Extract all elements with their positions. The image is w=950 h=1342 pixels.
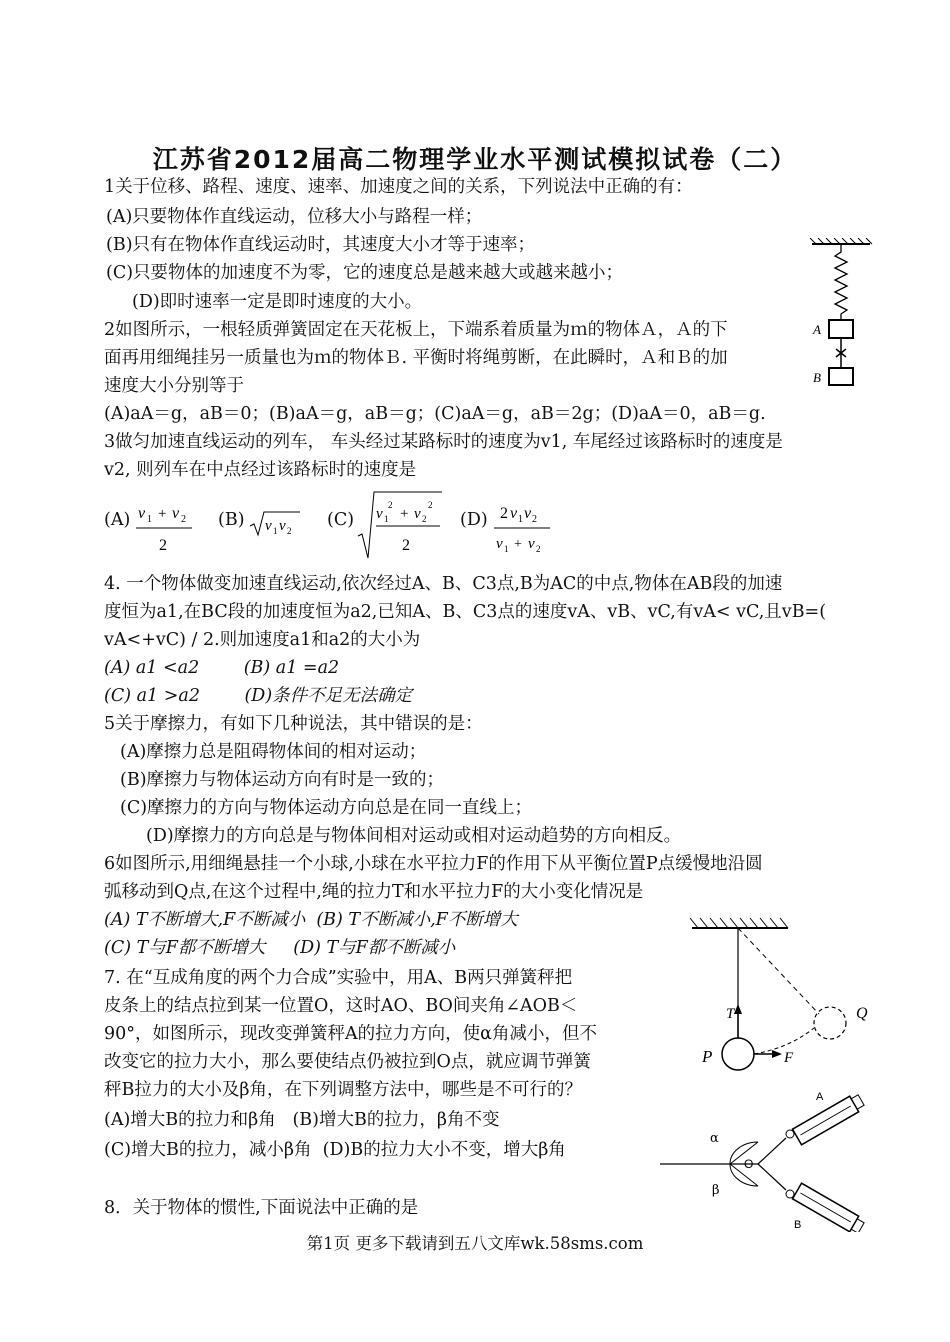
svg-text:2: 2 [388, 500, 393, 510]
svg-text:v: v [528, 536, 535, 552]
svg-text:2: 2 [422, 514, 427, 524]
q4-line-3: vA<+vC) / 2.则加速度a1和a2的大小为 [104, 630, 421, 650]
pendulum-label-q: Q [856, 1005, 868, 1022]
q3-formula-d [490, 498, 554, 556]
q3-option-a-label: (A) [104, 510, 131, 530]
svg-text:+: + [158, 506, 167, 522]
svg-text:2: 2 [428, 500, 433, 510]
force-balance-figure [658, 1082, 888, 1232]
svg-text:1: 1 [384, 514, 389, 524]
q7-line-3: 90°，如图所示，现改变弹簧秤A的拉力方向，使α角减小，但不 [104, 1024, 597, 1044]
q3-option-b-label: (B) [218, 510, 245, 530]
balance-label-alpha: α [710, 1131, 719, 1146]
svg-text:2: 2 [402, 537, 410, 554]
q2-line-1: 2如图所示，一根轻质弹簧固定在天花板上，下端系着质量为ｍ的物体Ａ，Ａ的下 [104, 320, 728, 340]
svg-text:1: 1 [518, 514, 523, 525]
q6-line-2: 弧移动到Q点,在这个过程中,绳的拉力T和水平拉力F的大小变化情况是 [104, 882, 644, 902]
page-title: 江苏省2012届高二物理学业水平测试模拟试卷（二） [152, 145, 798, 174]
svg-text:v: v [414, 506, 421, 522]
q2-line-3: 速度大小分别等于 [104, 376, 244, 396]
spring-figure [806, 238, 876, 388]
q3-formula-a [132, 498, 196, 556]
q1-option-a: (A)只要物体作直线运动，位移大小与路程一样； [106, 207, 483, 227]
q5-option-c: (C)摩擦力的方向与物体运动方向总是在同一直线上； [120, 798, 533, 818]
q8-stem: 8．关于物体的惯性,下面说法中正确的是 [104, 1198, 419, 1218]
q4-line-1: 4. 一个物体做变加速直线运动,依次经过A、B、C3点,B为AC的中点,物体在AB段的加速 [104, 574, 783, 594]
q5-stem: 5关于摩擦力，有如下几种说法，其中错误的是： [104, 714, 483, 734]
svg-text:v: v [172, 505, 180, 522]
svg-text:v: v [265, 518, 272, 534]
q3-formula-b [248, 508, 302, 538]
svg-text:1: 1 [273, 526, 278, 536]
q7-line-5: 秤B拉力的大小及β角，在下列调整方法中，哪些是不可行的？ [104, 1080, 582, 1100]
q6-options-cd: (C) T与F都不断增大 (D) T与F都不断减小 [104, 938, 456, 958]
q5-option-d: (D)摩擦力的方向总是与物体间相对运动或相对运动趋势的方向相反。 [146, 826, 682, 846]
svg-text:v: v [138, 505, 146, 522]
q1-stem: 1关于位移、路程、速度、速率、加速度之间的关系，下列说法中正确的有： [104, 177, 693, 197]
q5-option-b: (B)摩擦力与物体运动方向有时是一致的； [120, 770, 445, 790]
q4-options-cd: (C) a1 >a2 (D)条件不足无法确定 [104, 686, 413, 706]
svg-text:v: v [496, 536, 503, 552]
svg-text:2: 2 [500, 505, 508, 522]
q3-line-1: 3做匀加速直线运动的列车， 车头经过某路标时的速度为v1, 车尾经过该路标时的速度是 [104, 432, 783, 452]
svg-text:2: 2 [532, 514, 537, 525]
pendulum-figure [684, 912, 884, 1082]
pendulum-label-t: T [726, 1006, 735, 1022]
q7-options-cd: (C)增大B的拉力，减小β角 (D)B的拉力大小不变，增大β角 [104, 1140, 566, 1160]
svg-text:2: 2 [159, 537, 167, 554]
svg-text:v: v [279, 518, 286, 534]
svg-text:1: 1 [504, 544, 509, 554]
page-footer: 第1页 更多下载请到五八文库wk.58sms.com [306, 1234, 644, 1253]
q3-line-2: v2, 则列车在中点经过该路标时的速度是 [104, 460, 417, 480]
q7-options-ab: (A)增大B的拉力和β角 (B)增大B的拉力，β角不变 [104, 1110, 500, 1130]
spring-label-b: B [813, 370, 821, 385]
q7-line-2: 皮条上的结点拉到某一位置O，这时AO、BO间夹角∠AOB＜ [104, 996, 578, 1016]
q2-options: (A)aA＝g，aB＝0；(B)aA＝g，aB＝g；(C)aA＝g，aB＝2g；(D)aA＝0，aB＝g. [104, 404, 766, 424]
q7-line-4: 改变它的拉力大小，那么要使结点仍被拉到O点，就应调节弹簧 [104, 1052, 591, 1072]
svg-text:2: 2 [287, 526, 292, 536]
spring-label-a: A [813, 322, 821, 337]
balance-label-a: A [816, 1091, 824, 1103]
q6-options-ab: (A) T不断增大,F不断减小 (B) T不断减小,F不断增大 [104, 910, 518, 930]
svg-text:2: 2 [181, 514, 186, 525]
balance-label-o: O [744, 1157, 754, 1171]
svg-text:v: v [524, 505, 532, 522]
q2-line-2: 面再用细绳挂另一质量也为ｍ的物体Ｂ. 平衡时将绳剪断，在此瞬时，Ａ和Ｂ的加 [104, 348, 728, 368]
svg-text:+: + [514, 537, 522, 552]
balance-label-beta: β [712, 1183, 720, 1198]
svg-text:v: v [376, 506, 383, 522]
q3-option-d-label: (D) [460, 510, 488, 530]
q3-option-c-label: (C) [327, 510, 355, 530]
q1-option-d: (D)即时速率一定是即时速度的大小。 [132, 292, 423, 312]
q1-option-b: (B)只有在物体作直线运动时，其速度大小才等于速率； [106, 235, 536, 255]
svg-text:1: 1 [147, 514, 152, 525]
q1-option-c: (C)只要物体的加速度不为零，它的速度总是越来越大或越来越小； [106, 263, 624, 283]
svg-text:+: + [400, 506, 409, 522]
pendulum-label-p: P [702, 1047, 713, 1066]
balance-label-b: B [794, 1219, 802, 1231]
pendulum-label-f: F [784, 1050, 794, 1066]
q5-option-a: (A)摩擦力总是阻碍物体间的相对运动； [120, 742, 427, 762]
svg-text:2: 2 [536, 544, 541, 554]
q6-line-1: 6如图所示,用细绳悬挂一个小球,小球在水平拉力F的作用下从平衡位置P点缓慢地沿圆 [104, 854, 763, 874]
svg-text:v: v [510, 505, 518, 522]
q7-line-1: 7. 在“互成角度的两个力合成”实验中，用A、B两只弹簧秤把 [104, 968, 573, 988]
q4-options-ab: (A) a1 <a2 (B) a1 =a2 [104, 658, 340, 678]
q3-formula-c [356, 488, 446, 560]
q4-line-2: 度恒为a1,在BC段的加速度恒为a2,已知A、B、C3点的速度vA、vB、vC,有vA< vC,且vB=( [104, 602, 827, 622]
